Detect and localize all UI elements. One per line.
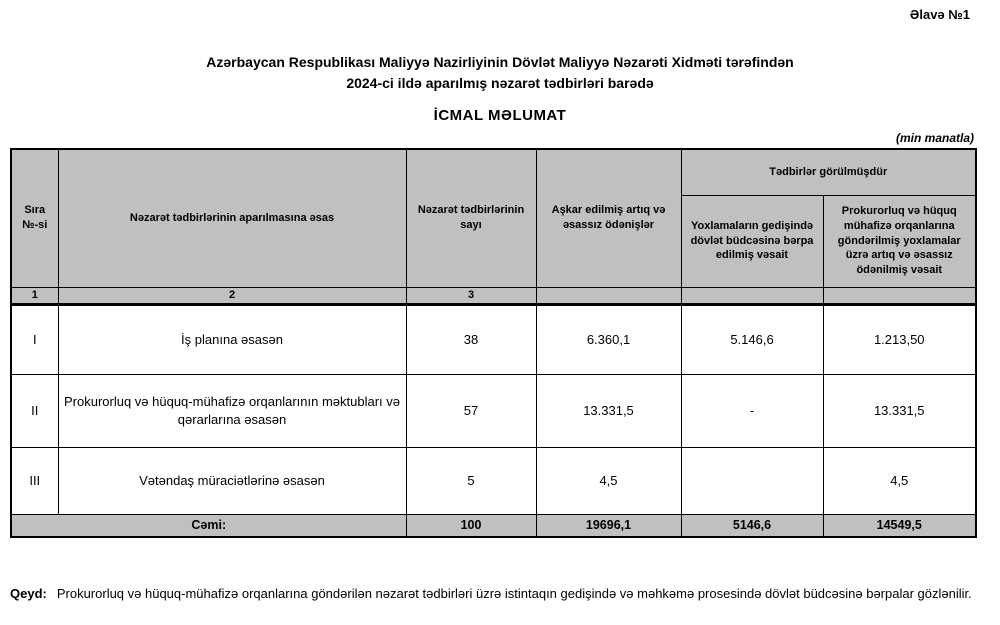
unit-note: (min manatla) <box>895 131 974 145</box>
header-excess: Aşkar edilmiş artıq və əsassız ödənişlər <box>536 149 681 287</box>
cell-prosecutor: 4,5 <box>823 447 976 514</box>
footnote-label: Qeyd: <box>10 586 47 601</box>
cell-count: 38 <box>406 304 536 374</box>
summary-heading: İCMAL MƏLUMAT <box>433 107 567 124</box>
col-number-5 <box>681 287 823 304</box>
header-count: Nəzarət tədbirlərinin sayı <box>406 149 536 287</box>
cell-prosecutor: 1.213,50 <box>823 304 976 374</box>
header-order-no: Sıra №-si <box>11 149 58 287</box>
cell-basis: Prokurorluq və hüquq-mühafizə orqanlarının məktubları və qərarlarına əsasən <box>58 374 406 447</box>
cell-order-no: I <box>11 304 58 374</box>
footnote <box>10 584 986 604</box>
summary-table <box>10 148 977 538</box>
cell-restored <box>681 447 823 514</box>
cell-restored: 5.146,6 <box>681 304 823 374</box>
document-title <box>0 0 1000 94</box>
cell-count: 5 <box>406 447 536 514</box>
cell-order-no: III <box>11 447 58 514</box>
total-excess: 19696,1 <box>536 514 681 537</box>
cell-excess: 4,5 <box>536 447 681 514</box>
header-measures-group: Tədbirlər görülmüşdür <box>681 149 976 195</box>
table-row <box>11 447 976 514</box>
annex-label: Əlavə №1 <box>909 7 970 22</box>
cell-basis: İş planına əsasən <box>58 304 406 374</box>
table-row <box>11 304 976 374</box>
column-numbering-row <box>11 287 976 304</box>
col-number-6 <box>823 287 976 304</box>
footnote-text: Prokurorluq və hüquq-mühafizə orqanlarına göndərilən nəzarət tədbirləri üzrə istintaqın gedişində və məhkəmə prosesində dövlət büdcəsinə bərpalar gözlənilir. <box>56 586 972 601</box>
table-row <box>11 374 976 447</box>
title-line2: 2024-ci ildə aparılmış nəzarət tədbirləri barədə <box>346 75 654 91</box>
header-group-row <box>11 149 976 195</box>
cell-prosecutor: 13.331,5 <box>823 374 976 447</box>
total-row <box>11 514 976 537</box>
header-prosecutor: Prokurorluq və hüquq mühafizə orqanlarına göndərilmiş yoxlamalar üzrə artıq və əsassız ödənilmiş vəsait <box>823 195 976 287</box>
cell-order-no: II <box>11 374 58 447</box>
col-number-1: 1 <box>11 287 58 304</box>
header-basis: Nəzarət tədbirlərinin aparılmasına əsas <box>58 149 406 287</box>
cell-count: 57 <box>406 374 536 447</box>
col-number-4 <box>536 287 681 304</box>
total-label: Cəmi: <box>11 514 406 537</box>
col-number-3: 3 <box>406 287 536 304</box>
total-count: 100 <box>406 514 536 537</box>
cell-restored: - <box>681 374 823 447</box>
col-number-2: 2 <box>58 287 406 304</box>
title-line1: Azərbaycan Respublikası Maliyyə Nazirliyinin Dövlət Maliyyə Nəzarəti Xidməti tərəfindən <box>206 54 794 70</box>
cell-excess: 13.331,5 <box>536 374 681 447</box>
total-prosecutor: 14549,5 <box>823 514 976 537</box>
header-restored: Yoxlamaların gedişində dövlət büdcəsinə bərpa edilmiş vəsait <box>681 195 823 287</box>
total-restored: 5146,6 <box>681 514 823 537</box>
cell-basis: Vətəndaş müraciətlərinə əsasən <box>58 447 406 514</box>
cell-excess: 6.360,1 <box>536 304 681 374</box>
